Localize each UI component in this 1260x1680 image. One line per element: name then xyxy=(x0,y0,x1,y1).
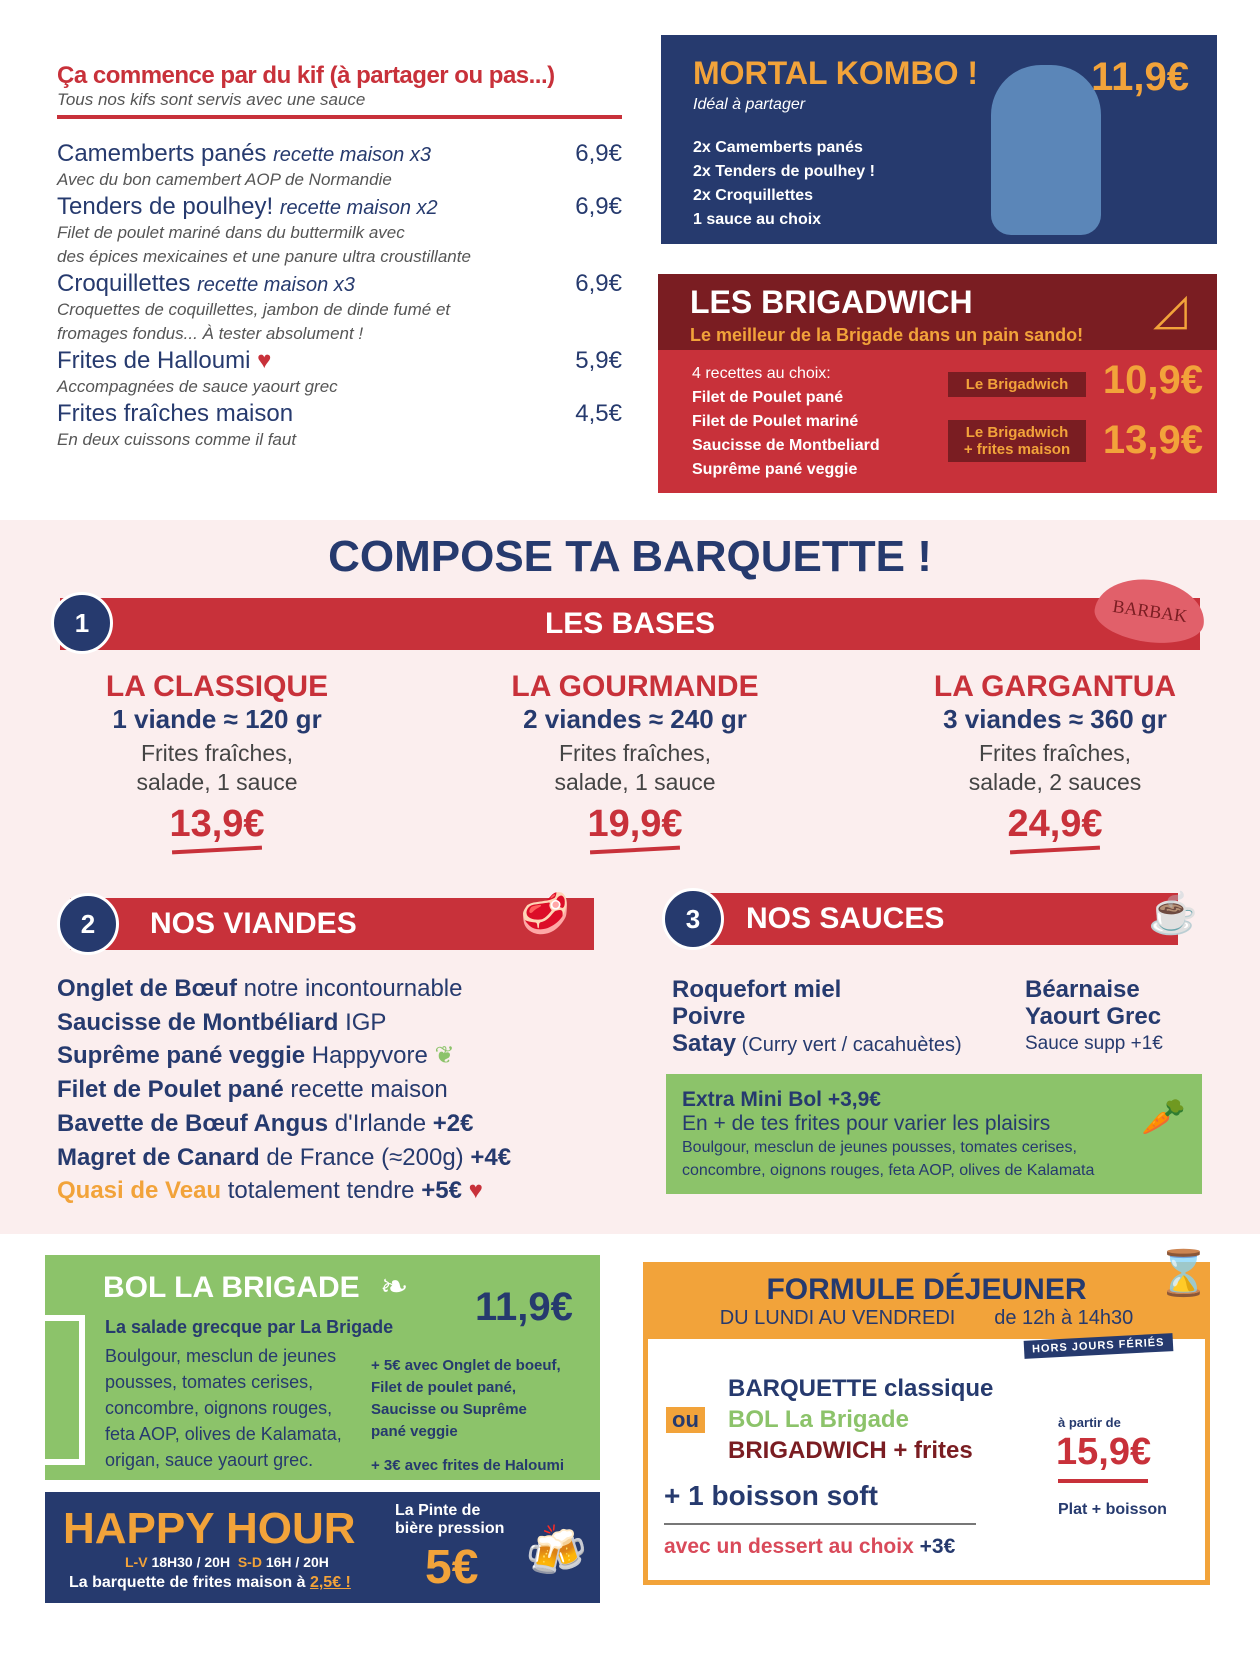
base-gargantua xyxy=(865,670,1245,852)
bol-subtitle: La salade grecque par La Brigade xyxy=(105,1317,394,1337)
item-desc: Avec du bon camembert AOP de Normandie xyxy=(57,170,392,189)
formule-dessert: avec un dessert au choix xyxy=(664,1535,914,1558)
bol-title: BOL LA BRIGADE xyxy=(103,1271,360,1304)
bear-mascot-icon xyxy=(991,65,1101,235)
menu-item xyxy=(57,347,622,399)
item-note: recette maison x2 xyxy=(279,197,438,219)
underline xyxy=(1058,1479,1148,1483)
menu-item xyxy=(57,270,622,346)
mortal-subtitle: Idéal à partager xyxy=(693,96,806,113)
item-price: 6,9€ xyxy=(575,270,622,297)
mortal-item: 2x Croquillettes xyxy=(693,187,814,204)
pinte-price: 5€ xyxy=(425,1541,479,1594)
item-price: 5,9€ xyxy=(575,347,622,374)
brigadwich-subtitle: Le meilleur de la Brigade dans un pain sando! xyxy=(690,325,1084,345)
formule-price: 15,9€ xyxy=(1056,1431,1152,1473)
compose-title: COMPOSE TA BARQUETTE ! xyxy=(328,532,932,581)
happy-line: La barquette de frites maison à xyxy=(69,1574,310,1591)
menu-item xyxy=(57,400,622,452)
item-desc: fromages fondus... À tester absolument ! xyxy=(57,324,364,343)
item-desc: Filet de poulet mariné dans du buttermilk avec xyxy=(57,223,405,242)
price-from: à partir de xyxy=(1058,1415,1121,1430)
olive-branch-icon: ❧ xyxy=(380,1268,409,1306)
sauce-supp: Sauce supp +1€ xyxy=(1025,1033,1163,1054)
viande-item: Onglet de Bœuf notre incontournable xyxy=(57,975,463,1002)
sandwich-icon: ◿ xyxy=(1153,285,1187,334)
brigadwich-price: 10,9€ xyxy=(1102,358,1203,402)
brigadwich-tag: Le Brigadwich xyxy=(948,372,1086,397)
heart-icon: ♥ xyxy=(468,1177,483,1205)
divider xyxy=(664,1523,976,1525)
bol-la-brigade-box xyxy=(45,1255,600,1480)
viande-item: Quasi de Veau totalement tendre +5€ ♥ xyxy=(57,1177,483,1205)
formule-hours: de 12h à 14h30 xyxy=(994,1307,1134,1329)
viande-item: Suprême pané veggie Happyvore ❦ xyxy=(57,1042,455,1070)
mortal-item: 2x Camemberts panés xyxy=(693,139,863,156)
formule-plat: Plat + boisson xyxy=(1058,1501,1167,1518)
divider xyxy=(57,115,622,119)
mortal-price: 11,9€ xyxy=(1091,55,1189,99)
viande-item: Filet de Poulet pané recette maison xyxy=(57,1076,448,1104)
base-gourmande xyxy=(445,670,825,852)
heart-icon: ♥ xyxy=(257,347,272,374)
base-desc: Frites fraîches, xyxy=(558,740,712,766)
base-desc: salade, 2 sauces xyxy=(968,769,1142,795)
bases-title: LES BASES xyxy=(544,607,716,640)
bol-options: + 5€ avec Onglet de boeuf, Filet de poulet pané, Saucisse ou Suprême pané veggie + 3€ avec frites de Haloumi xyxy=(371,1357,565,1474)
item-desc: En deux cuissons comme il faut xyxy=(57,430,297,449)
viandes-list xyxy=(57,972,511,1208)
item-name: Frites fraîches maison xyxy=(57,400,294,427)
base-title: LA GARGANTUA xyxy=(933,670,1177,703)
menu-item xyxy=(57,193,622,269)
step-number: 3 xyxy=(662,888,724,950)
base-price: 24,9€ xyxy=(1007,803,1103,845)
mortal-title: MORTAL KOMBO ! xyxy=(693,55,978,91)
item-name: Croquillettes xyxy=(57,270,191,297)
formule-dejeuner-box xyxy=(643,1249,1211,1585)
brigadwich-box xyxy=(658,274,1217,493)
item-name: Camemberts panés xyxy=(57,140,267,167)
item-price: 4,5€ xyxy=(575,400,622,427)
sauces-col-2 xyxy=(1025,976,1163,1057)
barbak-heart-badge: BARBAK xyxy=(1091,573,1209,650)
vegetables-icon: 🥕 xyxy=(1141,1096,1186,1137)
sauce-item: Satay xyxy=(672,1030,737,1057)
formule-option: BRIGADWICH + frites xyxy=(728,1437,973,1464)
formule-drink: + 1 boisson soft xyxy=(664,1480,878,1511)
ou-label: ou xyxy=(666,1407,705,1433)
brigadwich-item: Suprême pané veggie xyxy=(692,461,858,478)
viande-item: Saucisse de Montbéliard IGP xyxy=(57,1008,387,1036)
item-desc: Accompagnées de sauce yaourt grec xyxy=(57,377,338,396)
base-desc: salade, 1 sauce xyxy=(554,769,716,795)
extra-line: En + de tes frites pour varier les plaisirs xyxy=(682,1112,1051,1135)
happy-hour-box: HAPPY HOUR L-V 18H30 / 20H S-D 16H / 20H La barquette de frites maison à 2,5€ ! La Pinte de bière pression 5€ 🍻 xyxy=(45,1492,600,1603)
sauce-pot-icon: ☕ xyxy=(1148,892,1198,936)
kif-subtitle: Tous nos kifs sont servis avec une sauce xyxy=(57,90,366,109)
brigadwich-item: Filet de Poulet mariné xyxy=(692,413,859,430)
base-title: LA CLASSIQUE xyxy=(105,670,329,703)
base-sub: 3 viandes ≈ 360 gr xyxy=(943,704,1167,734)
viande-item: Magret de Canard de France (≈200g) +4€ xyxy=(57,1143,512,1171)
base-desc: salade, 1 sauce xyxy=(136,769,298,795)
brigadwich-tag: + frites maison xyxy=(963,441,1071,458)
step-number: 2 xyxy=(57,893,119,955)
extra-mini-bol xyxy=(666,1074,1202,1194)
happy-frites-price: 2,5€ ! xyxy=(309,1574,351,1591)
kif-title: Ça commence par du kif (à partager ou pas...) xyxy=(57,62,555,89)
base-sub: 2 viandes ≈ 240 gr xyxy=(523,704,747,734)
base-price: 13,9€ xyxy=(169,803,265,845)
leaf-icon: ❦ xyxy=(434,1042,455,1070)
viande-item: Bavette de Bœuf Angus d'Irlande +2€ xyxy=(57,1109,474,1137)
brigadwich-item: Saucisse de Montbeliard xyxy=(692,437,880,454)
sauces-col-1 xyxy=(672,976,962,1059)
sauce-note: (Curry vert / cacahuètes) xyxy=(736,1034,962,1056)
item-price: 6,9€ xyxy=(575,140,622,167)
sauces-band xyxy=(676,893,1178,945)
item-note: recette maison x3 xyxy=(197,274,355,296)
holiday-badge: HORS JOURS FÉRIÉS xyxy=(1024,1333,1173,1359)
brigadwich-item: Filet de Poulet pané xyxy=(692,389,844,406)
brigadwich-price: 13,9€ xyxy=(1102,418,1203,462)
extra-title: Extra Mini Bol +3,9€ xyxy=(682,1088,881,1111)
base-price: 19,9€ xyxy=(587,803,683,845)
hourglass-icon: ⌛ xyxy=(1156,1249,1211,1298)
mortal-kombo-box xyxy=(661,35,1217,244)
formule-option: BARQUETTE classique xyxy=(728,1375,994,1402)
formule-days: DU LUNDI AU VENDREDI xyxy=(719,1307,956,1329)
brigadwich-intro: 4 recettes au choix: xyxy=(692,365,831,382)
bases-band xyxy=(60,598,1200,650)
formule-title: FORMULE DÉJEUNER xyxy=(766,1273,1087,1306)
dessert-price: +3€ xyxy=(919,1535,956,1558)
bol-desc: Boulgour, mesclun de jeunes pousses, tomates cerises, concombre, oignons rouges, feta AOP, olives de Kalamata, origan, sauce yaourt grec. xyxy=(105,1346,342,1470)
base-title: LA GOURMANDE xyxy=(511,670,759,703)
brigadwich-tag: Le Brigadwich xyxy=(965,424,1069,441)
viandes-title: NOS VIANDES xyxy=(150,907,357,940)
extra-desc: Boulgour, mesclun de jeunes pousses, tomates cerises, xyxy=(682,1139,1077,1156)
brigadwich-title: LES BRIGADWICH xyxy=(690,284,973,320)
item-desc: Croquettes de coquillettes, jambon de dinde fumé et xyxy=(57,300,451,319)
happy-title: HAPPY HOUR xyxy=(63,1504,356,1553)
sauces-title: NOS SAUCES xyxy=(746,902,945,935)
step-number: 1 xyxy=(51,592,113,654)
viandes-band xyxy=(70,898,594,950)
sauce-item: Yaourt Grec xyxy=(1025,1003,1162,1030)
column-icon xyxy=(45,1315,85,1465)
mortal-item: 1 sauce au choix xyxy=(693,211,822,228)
sauce-item: Roquefort miel xyxy=(672,976,842,1003)
beer-cheers-icon: 🍻 xyxy=(525,1523,588,1579)
sauce-item: Béarnaise xyxy=(1025,976,1140,1003)
item-price: 6,9€ xyxy=(575,193,622,220)
formule-option: BOL La Brigade xyxy=(728,1406,909,1433)
meat-icon: 🥩 xyxy=(520,892,570,936)
bol-price: 11,9€ xyxy=(475,1285,573,1329)
mortal-item: 2x Tenders de poulhey ! xyxy=(693,163,875,180)
item-note: recette maison x3 xyxy=(273,144,431,166)
base-desc: Frites fraîches, xyxy=(978,740,1132,766)
base-desc: Frites fraîches, xyxy=(140,740,294,766)
item-desc: des épices mexicaines et une panure ultra croustillante xyxy=(57,247,471,266)
base-sub: 1 viande ≈ 120 gr xyxy=(112,704,322,734)
extra-desc: concombre, oignons rouges, feta AOP, olives de Kalamata xyxy=(682,1162,1095,1179)
base-classique xyxy=(27,670,407,852)
sauce-item: Poivre xyxy=(672,1003,746,1030)
item-name: Frites de Halloumi xyxy=(57,347,251,374)
item-name: Tenders de poulhey! xyxy=(57,193,274,220)
menu-item xyxy=(57,140,622,192)
